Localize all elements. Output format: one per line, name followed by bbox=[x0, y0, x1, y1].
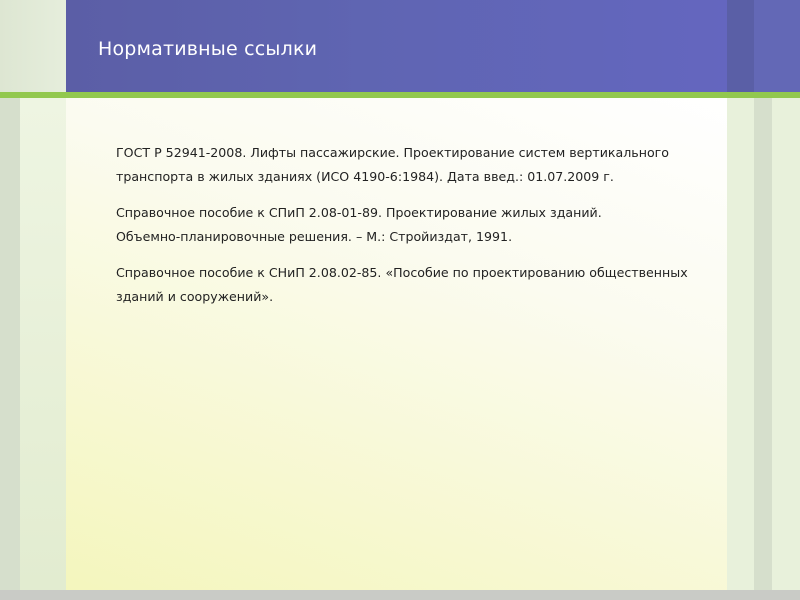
reference-line: Справочное пособие к СПиП 2.08-01-89. Проектирование жилых зданий. bbox=[116, 205, 602, 220]
reference-line: транспорта в жилых зданиях (ИСО 4190-6:1984). Дата введ.: 01.07.2009 г. bbox=[116, 169, 614, 184]
header-right-block bbox=[727, 0, 754, 92]
reference-item bbox=[116, 141, 716, 189]
header-left-block bbox=[0, 0, 66, 92]
references-list bbox=[116, 141, 716, 321]
content-side-fade bbox=[20, 98, 66, 590]
reference-item bbox=[116, 261, 716, 309]
bottom-bar bbox=[0, 590, 800, 600]
reference-line: Справочное пособие к СНиП 2.08.02-85. «Пособие по проектированию общественных bbox=[116, 265, 688, 280]
reference-line: Объемно-планировочные решения. – М.: Стройиздат, 1991. bbox=[116, 229, 513, 244]
reference-line: зданий и сооружений». bbox=[116, 289, 274, 304]
header-right-block bbox=[754, 0, 800, 92]
reference-line: ГОСТ Р 52941-2008. Лифты пассажирские. Проектирование систем вертикального bbox=[116, 145, 669, 160]
page-title: Нормативные ссылки bbox=[98, 38, 318, 60]
reference-item bbox=[116, 201, 716, 249]
